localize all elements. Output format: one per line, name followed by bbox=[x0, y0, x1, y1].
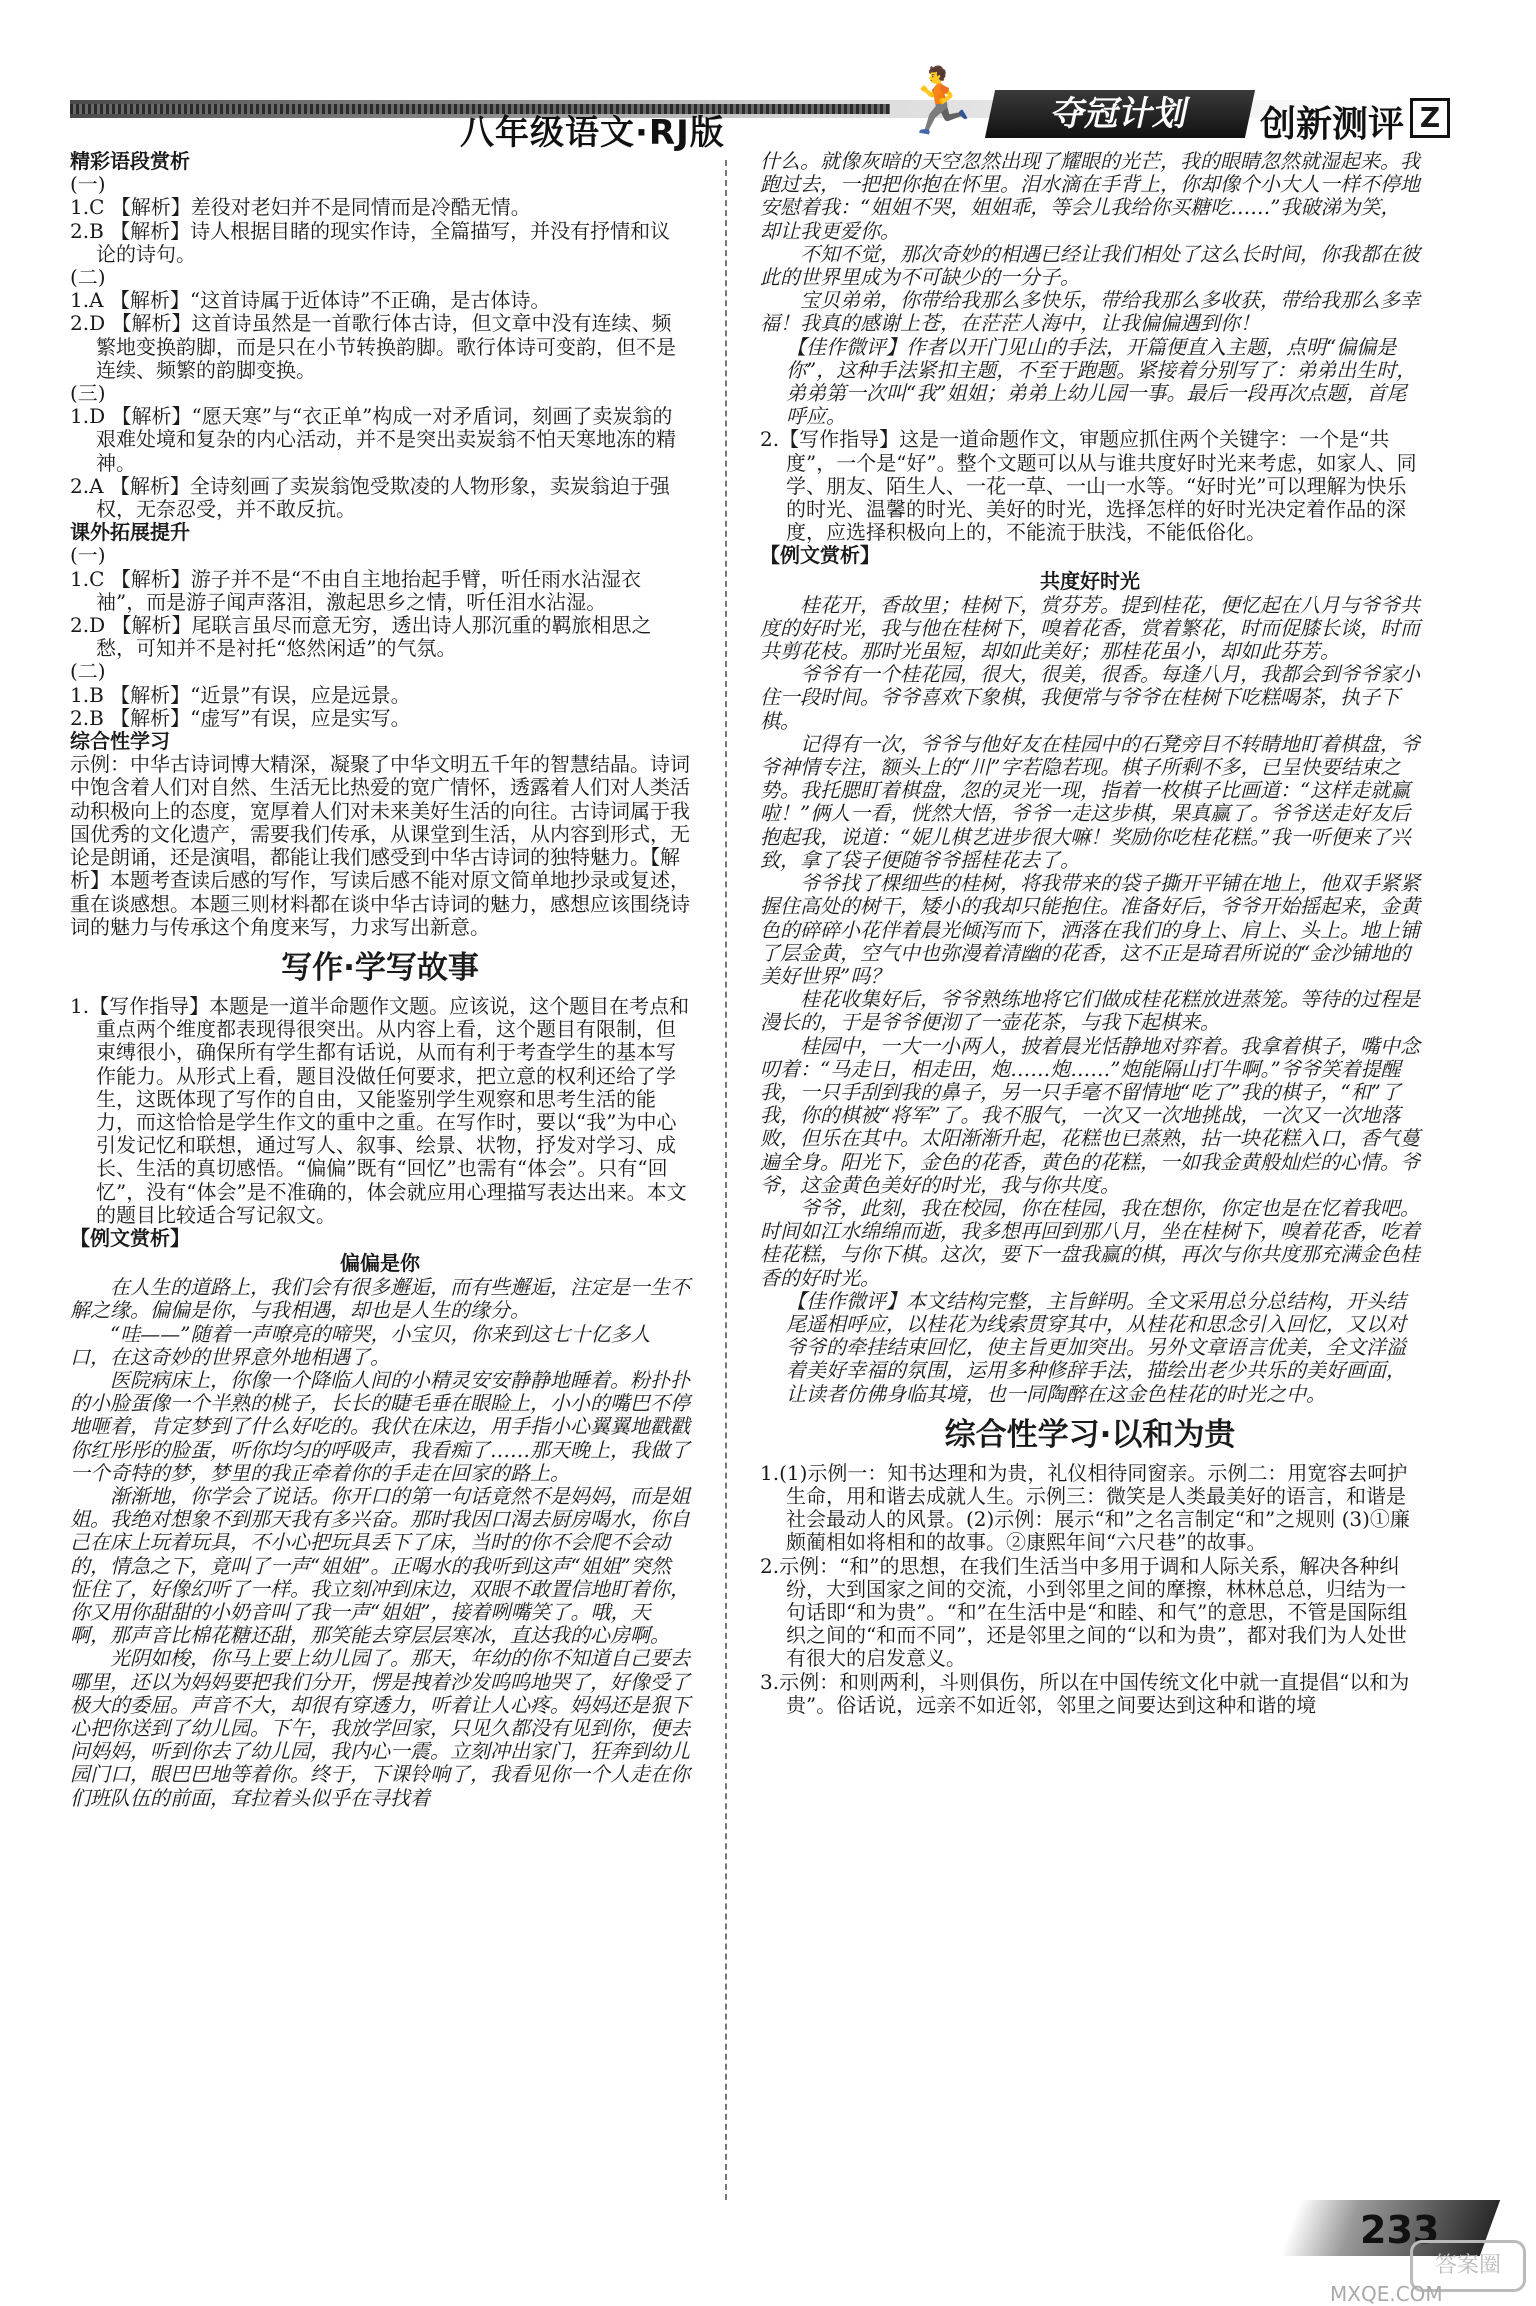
essay-paragraph: 桂园中，一大一小两人，披着晨光恬静地对弈着。我拿着棋子，嘴中念叨着：“马走日，相走田，炮……炮……”炮能隔山打牛啊。”爷爷笑着提醒我，一只手刮到我的鼻子，另一只手毫不留情地“吃了”我的棋子，“和”了我，你的棋被“将军”了。我不服气，一次又一次地挑战，一次又一次地落败，但乐在其中。太阳渐渐升起，花糕也已蒸熟，拈一块花糕入口，香气蔓遍全身。阳光下，金色的花香，黄色的花糕，一如我金黄般灿烂的心情。爷爷，这金黄色美好的时光，我与你共度。 bbox=[760, 1033, 1420, 1197]
essay-paragraph: 在人生的道路上，我们会有很多邂逅，而有些邂逅，注定是一生不解之缘。偏偏是你，与我相遇，却也是人生的缘分。 bbox=[70, 1275, 690, 1323]
essay-comment: 【佳作微评】作者以开门见山的手法，开篇便直入主题，点明“偏偏是你”，这种手法紧扣主题，不至于跑题。紧接着分别写了：弟弟出生时，弟弟第一次叫“我”姐姐；弟弟上幼儿园一事。最后一段再次点题，首尾呼应。 bbox=[786, 334, 1417, 429]
left-column bbox=[70, 150, 690, 1810]
essay-paragraph: 爷爷有一个桂花园，很大，很美，很香。每逢八月，我都会到爷爷家小住一段时间。爷爷喜欢下象棋，我便常与爷爷在桂树下吃糕喝茶，执子下棋。 bbox=[760, 662, 1420, 733]
answer-item: 2.示例：“和”的思想，在我们生活当中多用于调和人际关系，解决各种纠纷，大到国家之间的交流，小到邻里之间的摩擦，林林总总，归结为一句话即“和为贵”。“和”在生活中是“和睦、和气”的意思，不管是国际组织之间的“和而不同”，还是邻里之间的“以和为贵”，都对我们为人处世有很大的启发意义。 bbox=[760, 1553, 1408, 1671]
essay-paragraph: 记得有一次，爷爷与他好友在桂园中的石凳旁目不转睛地盯着棋盘，爷爷神情专注，额头上的“川”字若隐若现。棋子所剩不多，已呈快要结束之势。我托腮盯着棋盘，忽的灵光一现，指着一枚棋子比画道：“这样走就赢啦！”俩人一看，恍然大悟，爷爷一走这步棋，果真赢了。爷爷送走好友后抱起我，说道：“妮儿棋艺进步很大嘛！奖励你吃桂花糕。”我一听便来了兴致，拿了袋子便随爷爷摇桂花去了。 bbox=[760, 731, 1420, 872]
essay-comment: 【佳作微评】本文结构完整，主旨鲜明。全文采用总分总结构，开头结尾遥相呼应，以桂花为线索贯穿其中，从桂花和思念引入回忆，又以对爷爷的牵挂结束回忆，使主旨更加突出。另外文章语言优美，全文洋溢着美好幸福的氛围，运用多种修辞手法，描绘出老少共乐的美好画面，让读者仿佛身临其境，也一同陶醉在这金色桂花的时光之中。 bbox=[786, 1288, 1406, 1406]
essay-paragraph: 桂花开，香故里；桂树下，赏芬芳。提到桂花，便忆起在八月与爷爷共度的好时光，我与他在桂树下，嗅着花香，赏着繁花，时而促膝长谈，时而共剪花枝。那时光虽短，却如此美好；那桂花虽小，却如此芬芳。 bbox=[760, 592, 1420, 664]
answer-item: 1.C 【解析】差役对老妇并不是同情而是冷酷无情。 bbox=[70, 195, 531, 220]
essay-paragraph: 爷爷，此刻，我在校园，你在桂园，我在想你，你定也是在忆着我吧。时间如江水绵绵而逝，我多想再回到那八月，坐在桂树下，嗅着花香，吃着桂花糕，与你下棋。这次，要下一盘我赢的棋，再次与你共度那充满金色桂香的好时光。 bbox=[760, 1195, 1420, 1290]
essay-paragraph: 渐渐地，你学会了说话。你开口的第一句话竟然不是妈妈，而是姐姐。我绝对想象不到那天我有多兴奋。那时我因口渴去厨房喝水，你自己在床上玩着玩具，不小心把玩具丢下了床，当时的你不会爬不会动的，情急之下，竟叫了一声“姐姐”。正喝水的我听到这声“姐姐”突然怔住了，好像幻听了一样。我立刻冲到床边，双眼不敢置信地盯着你，你又用你甜甜的小奶音叫了我一声“姐姐”，接着咧嘴笑了。哦，天啊，那声音比棉花糖还甜，那笑能去穿层层寒冰，直达我的心房啊。 bbox=[70, 1483, 690, 1648]
page-number: 233 bbox=[1360, 2208, 1440, 2252]
essay-paragraph: “哇——”随着一声嘹亮的啼哭，小宝贝，你来到这七十亿多人口，在这奇妙的世界意外地相遇了。 bbox=[70, 1321, 651, 1369]
answer-item: 2.B 【解析】诗人根据目睹的现实作诗，全篇描写，并没有抒情和议论的诗句。 bbox=[70, 218, 671, 266]
writing-guide: 2.【写作指导】这是一道命题作文，审题应抓住两个关键字：一个是“共度”，一个是“好”。整个文题可以从与谁共度好时光来考虑，如家人、同学、朋友、陌生人、一花一草、一山一水等。“好时光”可以理解为快乐的时光、温馨的时光、美好的时光，选择怎样的好时光决定着作品的深度，应选择积极向上的，不能流于肤浅，不能低俗化。 bbox=[760, 427, 1417, 545]
page-header bbox=[0, 0, 1536, 153]
answer-item: 2.D 【解析】尾联言虽尽而意无穷，透出诗人那沉重的羁旅相思之愁，可知并不是衬托“悠然闲适”的气氛。 bbox=[70, 613, 652, 661]
essay-paragraph: 什么。就像灰暗的天空忽然出现了耀眼的光芒，我的眼睛忽然就湿起来。我跑过去，一把把你抱在怀里。泪水滴在手背上，你却像个小大人一样不停地安慰着我：“姐姐不哭，姐姐乖，等会儿我给你买糖吃……”我破涕为笑，却让我更爱你。 bbox=[760, 149, 1420, 243]
answer-paragraph: 示例：中华古诗词博大精深，凝聚了中华文明五千年的智慧结晶。诗词中饱含着人们对自然、生活无比热爱的宽广情怀，透露着人们对人类活动积极向上的态度，宽厚着人们对未来美好生活的向往。古诗词属于我国优秀的文化遗产，需要我们传承，从课堂到生活，从内容到形式，无论是朗诵，还是演唱，都能让我们感受到中华古诗词的独特魅力。【解析】本题考查读后感的写作，写读后感不能对原文简单地抄录或复述，重在谈感想。本题三则材料都在谈中华古诗词的魅力，感想应该围绕诗词的魅力与传承这个角度来写，力求写出新意。 bbox=[70, 752, 690, 939]
answer-item: 1.C 【解析】游子并不是“不由自主地抬起手臂，听任雨水沾湿衣袖”，而是游子闻声落泪，激起思乡之情，听任泪水沾湿。 bbox=[70, 566, 641, 614]
example-label: 【例文赏析】 bbox=[760, 543, 880, 568]
section-heading: 精彩语段赏析 bbox=[70, 149, 190, 173]
book-title: 八年级语文·RJ版 bbox=[460, 113, 725, 153]
section-heading: 综合性学习 bbox=[70, 729, 170, 754]
essay-paragraph: 爷爷找了棵细些的桂树，将我带来的袋子撕开平铺在地上，他双手紧紧握住高处的树干，矮小的我却只能抱住。准备好后，爷爷开始摇起来，金黄色的碎碎小花伴着晨光倾泻而下，洒落在我们的身上、肩上、头上。地上铺了层金黄，空气中也弥漫着清幽的花香，这不正是琦君所说的“金沙铺地的美好世界”吗？ bbox=[760, 871, 1420, 988]
essay-paragraph: 光阴如梭，你马上要上幼儿园了。那天，年幼的你不知道自己要去哪里，还以为妈妈要把我们分开，愣是拽着沙发呜呜地哭了，好像受了极大的委屈。声音不大，却很有穿透力，听着让人心疼。妈妈还是狠下心把你送到了幼儿园。下午，我放学回家，只见久都没有见到你，便去问妈妈，听到你去了幼儿园，我内心一震。立刻冲出家门，狂奔到幼儿园门口，眼巴巴地等着你。终于，下课铃响了，我看见你一个人走在你们班队伍的前面，耷拉着头似乎在寻找着 bbox=[70, 1646, 690, 1810]
watermark-url: MXQE.COM bbox=[1330, 2282, 1443, 2306]
group-label: (二) bbox=[70, 265, 106, 290]
series-mark: Z bbox=[1410, 98, 1450, 138]
essay-paragraph: 医院病床上，你像一个降临人间的小精灵安安静静地睡着。粉扑扑的小脸蛋像一个半熟的桃子，长长的睫毛垂在眼睑上，小小的嘴巴不停地咂着，肯定梦到了什么好吃的。我伏在床边，用手指小心翼翼地戳戳你红彤彤的脸蛋，听你均匀的呼吸声，我看痴了……那天晚上，我做了一个奇特的梦，梦里的我正牵着你的手走在回家的路上。 bbox=[70, 1367, 690, 1485]
answer-item: 1.D 【解析】“愿天寒”与“衣正单”构成一对矛盾词，刻画了卖炭翁的艰难处境和复杂的内心活动，并不是突出卖炭翁不怕天寒地冻的精神。 bbox=[70, 404, 676, 475]
essay-paragraph: 不知不觉，那次奇妙的相遇已经让我们相处了这么长时间，你我都在彼此的世界里成为不可缺少的一分子。 bbox=[760, 241, 1420, 290]
answer-item: 2.B 【解析】“虚写”有误，应是实写。 bbox=[70, 705, 411, 730]
essay-paragraph: 宝贝弟弟，你带给我那么多快乐，带给我那么多收获，带给我那么多幸福！我真的感谢上苍，在茫茫人海中，让我偏偏遇到你！ bbox=[760, 288, 1420, 336]
writing-guide: 1.【写作指导】本题是一道半命题作文题。应该说，这个题目在考点和重点两个维度都表现得很突出。从内容上看，这个题目有限制，但束缚很小，确保所有学生都有话说，从而有利于考查学生的基本写作能力。从形式上看，题目没做任何要求，把立意的权利还给了学生，这既体现了写作的自由，又能鉴别学生观察和思考生活的能力，而这恰恰是学生作文的重中之重。在写作时，要以“我”为中心引发记忆和联想，通过写人、叙事、绘景、状物，抒发对学习、成长、生活的真切感悟。“偏偏”既有“回忆”也需有“体会”。只有“回忆”，没有“体会”是不准确的，体会就应用心理描写表达出来。本文的题目比较适合写记叙文。 bbox=[70, 993, 690, 1227]
column-divider bbox=[725, 160, 727, 2200]
brand-logo: 夺冠计划 bbox=[985, 90, 1255, 138]
answer-item: 1.(1)示例一：知书达理和为贵，礼仪相待同窗亲。示例二：用宽容去呵护生命，用和谐去成就人生。示例三：微笑是人类最美好的语言，和谐是社会最动人的风景。(2)示例：展示“和”之名言制定“和”之规则 (3)①廉颇蔺相如将相和的故事。②康熙年间“六尺巷”的故事。 bbox=[760, 1460, 1410, 1555]
right-column bbox=[760, 150, 1420, 1717]
example-label: 【例文赏析】 bbox=[70, 1225, 190, 1250]
group-label: (一) bbox=[70, 172, 106, 197]
group-label: (二) bbox=[70, 659, 106, 684]
writing-section-title: 写作·学写故事 bbox=[281, 949, 479, 986]
answer-item: 3.示例：和则两利，斗则俱伤，所以在中国传统文化中就一直提倡“以和为贵”。俗话说，远亲不如近邻，邻里之间要达到这种和谐的境 bbox=[760, 1669, 1410, 1717]
answer-item: 1.B 【解析】“近景”有误，应是远景。 bbox=[70, 682, 411, 707]
series-name: 创新测评 bbox=[1260, 104, 1405, 145]
essay-title: 偏偏是你 bbox=[340, 1251, 420, 1276]
group-label: (一) bbox=[70, 543, 106, 568]
runner-logo-icon: 🏃 bbox=[900, 65, 980, 139]
answer-item: 2.A 【解析】全诗刻画了卖炭翁饱受欺凌的人物形象，卖炭翁迫于强权，无奈忍受，并不敢反抗。 bbox=[70, 473, 670, 522]
group-label: (三) bbox=[70, 381, 106, 406]
watermark-logo: 答案圈 bbox=[1410, 2240, 1526, 2292]
essay-paragraph: 桂花收集好后，爷爷熟练地将它们做成桂花糕放进蒸笼。等待的过程是漫长的，于是爷爷便沏了一壶花茶，与我下起棋来。 bbox=[760, 987, 1420, 1035]
answer-item: 1.A 【解析】“这首诗属于近体诗”不正确，是古体诗。 bbox=[70, 288, 551, 313]
answer-item: 2.D 【解析】这首诗虽然是一首歌行体古诗，但文章中没有连续、频繁地变换韵脚，而是只在小节转换韵脚。歌行体诗可变韵，但不是连续、频繁的韵脚变换。 bbox=[70, 311, 676, 382]
integrated-section-title: 综合性学习·以和为贵 bbox=[944, 1416, 1236, 1453]
essay-title: 共度好时光 bbox=[1040, 568, 1140, 593]
section-heading: 课外拓展提升 bbox=[70, 520, 190, 545]
